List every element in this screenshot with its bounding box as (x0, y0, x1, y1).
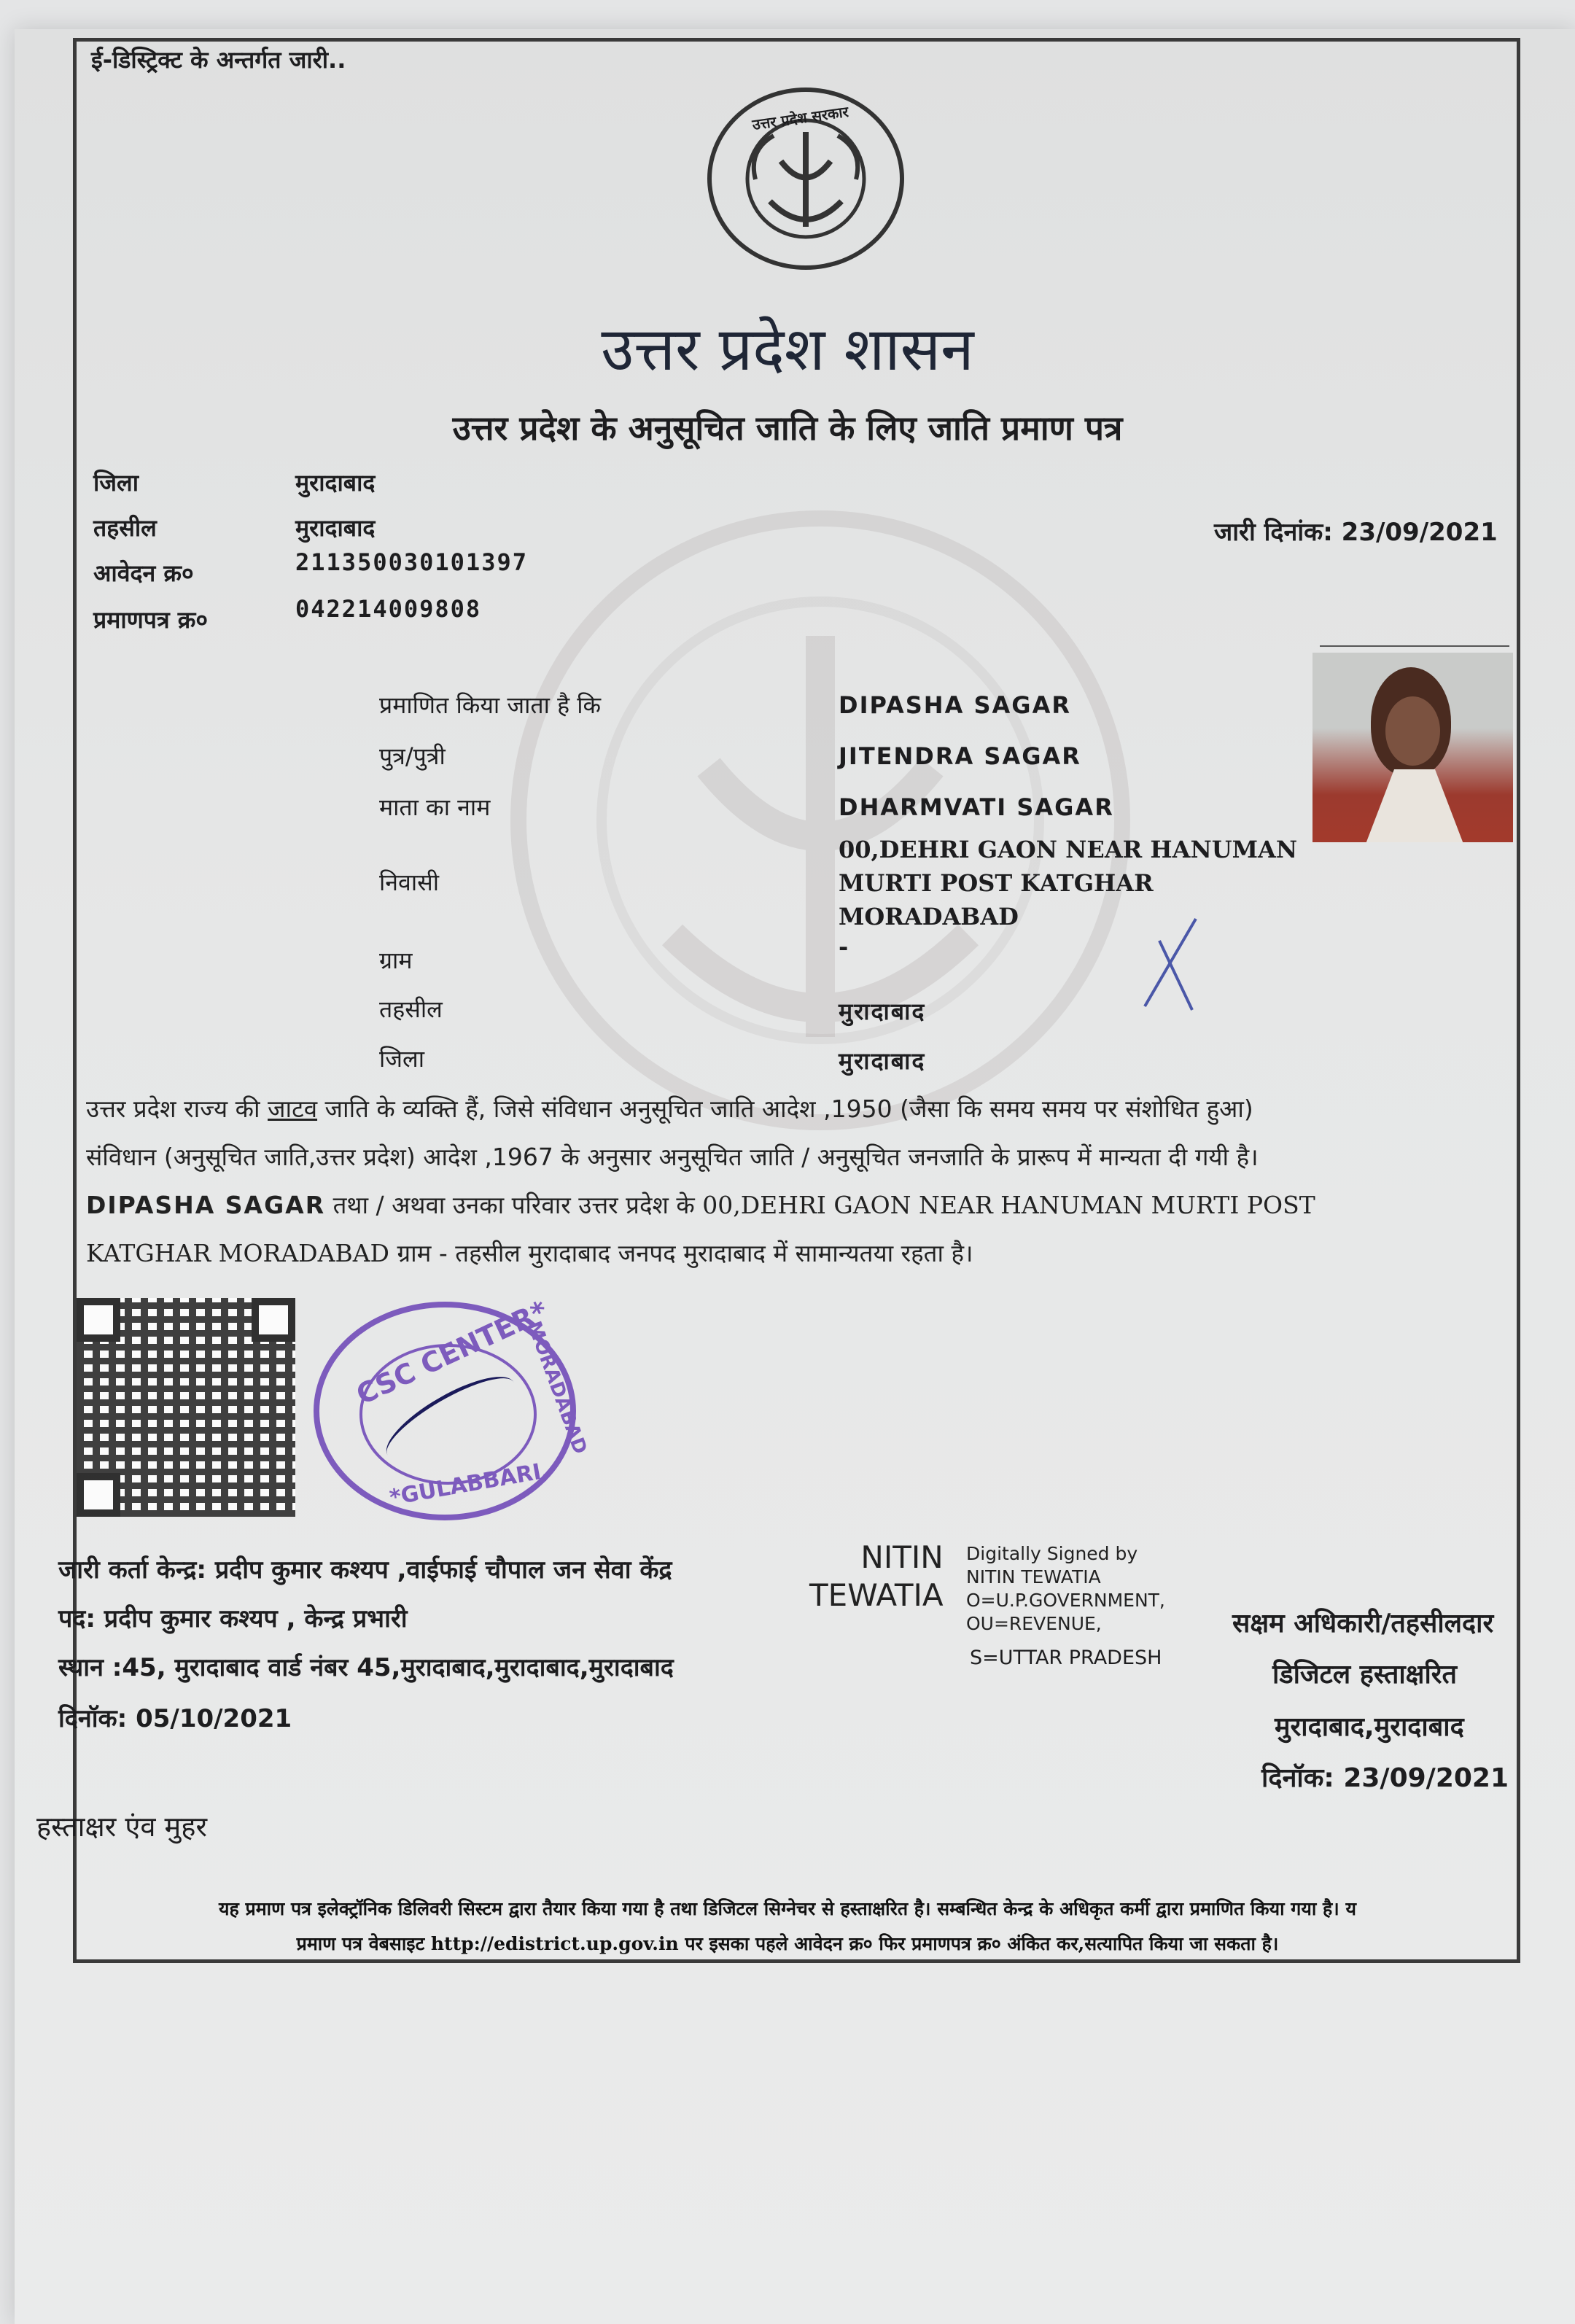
officer-digital-signed: डिजिटल हस्ताक्षरित (1272, 1660, 1458, 1690)
field-tehsil-value: मुरादाबाद (839, 998, 926, 1025)
photo-top-line (1320, 645, 1509, 647)
application-number-label: आवेदन क्र० (93, 559, 194, 587)
certificate-number-label: प्रमाणपत्र क्र० (93, 606, 208, 634)
officer-place: मुरादाबाद,मुरादाबाद (1275, 1712, 1464, 1742)
tehsil-value: मुरादाबाद (295, 514, 376, 542)
stamp-right-text: MORADABAD (522, 1318, 591, 1458)
officer-title: सक्षम अधिकारी/तहसीलदार (1232, 1609, 1494, 1639)
resident-label: निवासी (379, 868, 440, 896)
field-district-label: जिला (379, 1045, 425, 1073)
issue-date: जारी दिनांक: 23/09/2021 (1214, 518, 1498, 547)
footer-line-2: प्रमाण पत्र वेबसाइट http://edistrict.up.gov.in पर इसका पहले आवेदन क्र० फिर प्रमाणपत्र क्र० अंकित कर,सत्यापित किया जा सकता है। (296, 1933, 1279, 1954)
qr-corner-bl (77, 1473, 120, 1517)
field-district-value: मुरादाबाद (839, 1047, 926, 1075)
top-note: ई-डिस्ट्रिक्ट के अन्तर्गत जारी.. (91, 46, 346, 74)
application-number-value: 211350030101397 (295, 548, 528, 576)
district-label: जिला (93, 469, 139, 497)
mother-label: माता का नाम (379, 793, 491, 821)
parent-label: पुत्र/पुत्री (379, 742, 446, 770)
tehsil-label: तहसील (93, 514, 157, 542)
digital-signer-name: NITIN TEWATIA (809, 1539, 944, 1613)
document-subtitle: उत्तर प्रदेश के अनुसूचित जाति के लिए जाति प्रमाण पत्र (452, 408, 1123, 448)
address-line-1: 00,DEHRI GAON NEAR HANUMAN (839, 836, 1298, 863)
emblem-text: उत्तर प्रदेश सरकार (751, 102, 849, 134)
issuer-post: पद: प्रदीप कुमार कश्यप , केन्द्र प्रभारी (58, 1604, 408, 1633)
stamp-bottom-text: *GULABBARI, (387, 1458, 551, 1511)
mother-name: DHARMVATI SAGAR (839, 793, 1114, 821)
document-title: उत्तर प्रदेश शासन (601, 315, 974, 384)
qr-code[interactable] (77, 1298, 295, 1517)
qr-corner-tr (252, 1298, 295, 1342)
digital-signature-info: Digitally Signed by NITIN TEWATIA O=U.P.GOVERNMENT, OU=REVENUE, (966, 1543, 1165, 1634)
parent-name: JITENDRA SAGAR (839, 742, 1081, 770)
stamp-top-text: CSC CENTER* (351, 1294, 553, 1411)
body-line-4: KATGHAR MORADABAD ग्राम - तहसील मुरादाबाद जनपद मुरादाबाद में सामान्यतया रहता है। (86, 1239, 973, 1267)
resident-address (839, 833, 1312, 933)
state-emblem-seal (707, 88, 904, 270)
village-label: ग्राम (379, 947, 413, 974)
photo-face (1385, 696, 1440, 766)
address-line-2: MURTI POST KATGHAR (839, 869, 1154, 897)
issuer-date: दिनॉक: 05/10/2021 (58, 1704, 292, 1733)
body-line-3: DIPASHA SAGAR तथा / अथवा उनका परिवार उत्तर प्रदेश के 00,DEHRI GAON NEAR HANUMAN MURTI POST (86, 1191, 1315, 1219)
village-value: - (839, 933, 850, 961)
body-line-1: उत्तर प्रदेश राज्य की जाटव जाति के व्यक्ति हैं, जिसे संविधान अनुसूचित जाति आदेश ,1950 (जैसा कि समय समय पर संशोधित हुआ) (86, 1095, 1253, 1123)
certified-label: प्रमाणित किया जाता है कि (379, 691, 602, 719)
officer-date: दिनॉक: 23/09/2021 (1261, 1763, 1509, 1793)
certificate-number-value: 042214009808 (295, 595, 482, 623)
applicant-photo (1312, 653, 1513, 842)
pen-mark (1138, 912, 1203, 1014)
applicant-name: DIPASHA SAGAR (839, 691, 1071, 719)
address-line-3: MORADABAD (839, 903, 1019, 930)
issuer-place: स्थान :45, मुरादाबाद वार्ड नंबर 45,मुरादाबाद,मुरादाबाद,मुरादाबाद (58, 1653, 674, 1682)
qr-corner-tl (77, 1298, 120, 1342)
csc-center-stamp (314, 1294, 591, 1520)
footer-line-1: यह प्रमाण पत्र इलेक्ट्रॉनिक डिलिवरी सिस्टम द्वारा तैयार किया गया है तथा डिजिटल सिग्नेचर से हस्ताक्षरित है। सम्बन्धित केन्द्र के अधिकृत कर्मी द्वारा प्रमाणित किया गया है। य (219, 1898, 1356, 1919)
digital-signature-state: S=UTTAR PRADESH (970, 1647, 1162, 1669)
body-applicant-name: DIPASHA SAGAR (86, 1191, 326, 1219)
issuing-center: जारी कर्ता केन्द्र: प्रदीप कुमार कश्यप ,वाईफाई चौपाल जन सेवा केंद्र (58, 1555, 672, 1585)
signature-and-seal: हस्ताक्षर एंव मुहर (36, 1811, 207, 1843)
certificate-body (86, 1085, 1515, 1278)
caste-name: जाटव (268, 1095, 318, 1123)
field-tehsil-label: तहसील (379, 995, 443, 1023)
photo-collar (1364, 769, 1466, 842)
district-value: मुरादाबाद (295, 469, 376, 497)
body-line-2: संविधान (अनुसूचित जाति,उत्तर प्रदेश) आदेश ,1967 के अनुसार अनुसूचित जाति / अनुसूचित जनजाति के प्रारूप में मान्यता दी गयी है। (86, 1143, 1259, 1171)
